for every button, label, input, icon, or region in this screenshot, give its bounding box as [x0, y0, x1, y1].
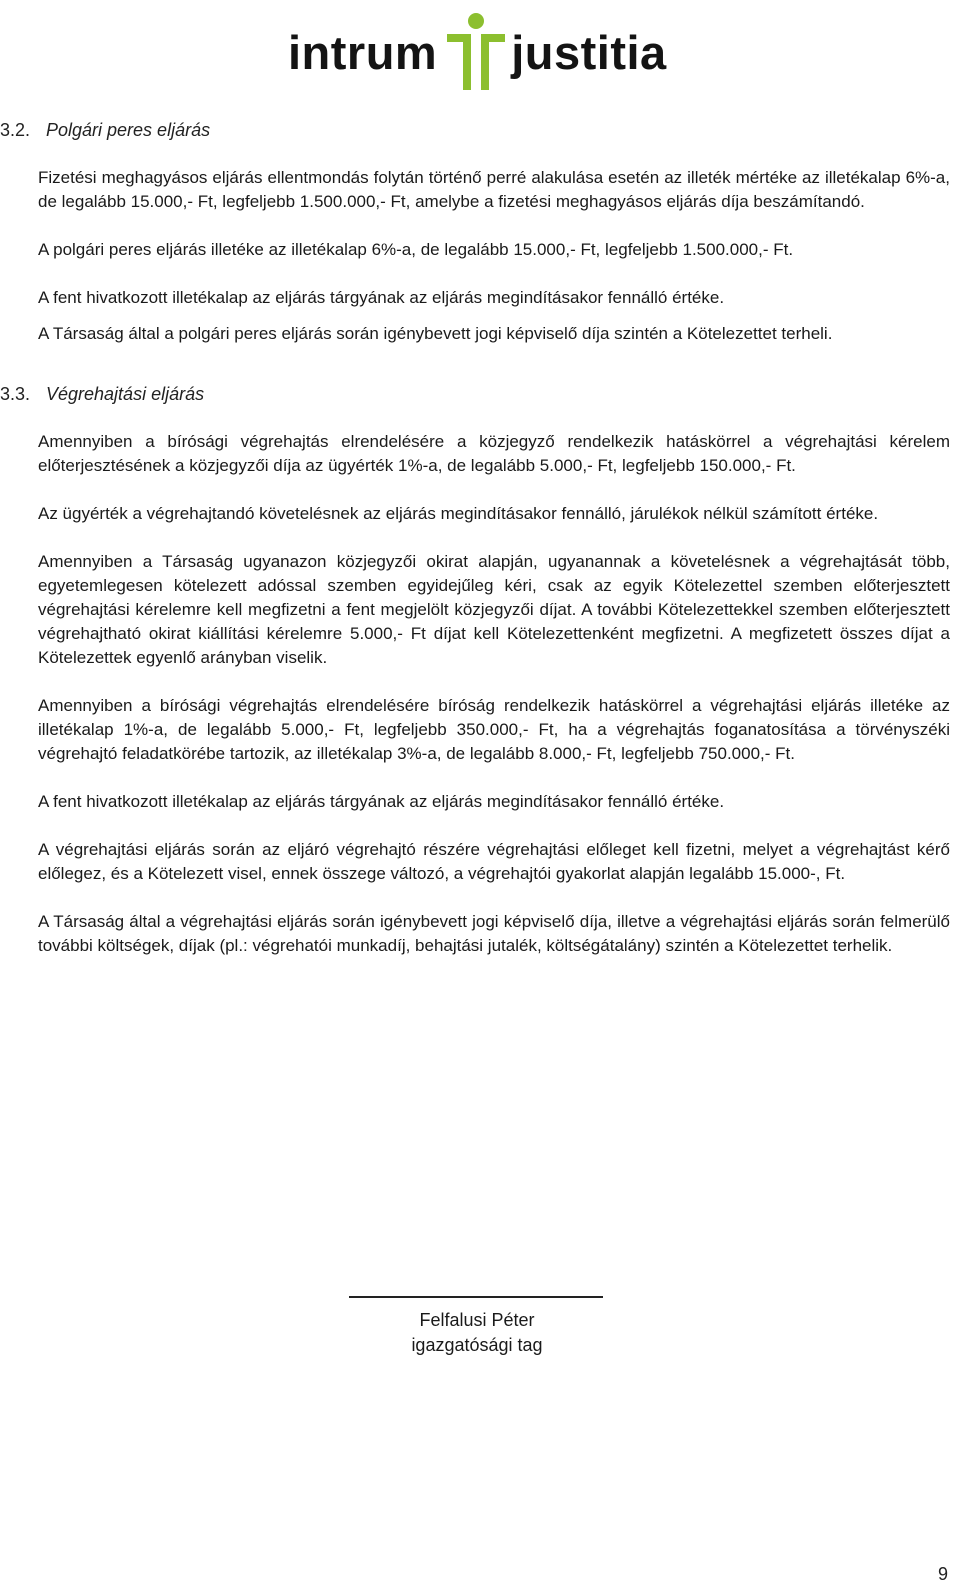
signature-line — [349, 1296, 603, 1298]
paragraph: Amennyiben a bírósági végrehajtás elrendelésére a közjegyző rendelkezik hatáskörrel a végrehajtási kérelem előterjesztésének a közjegyzői díja az ügyérték 1%-a, de legalább 5.000,- Ft, legfeljebb 150.000,- Ft. — [38, 432, 950, 475]
section-number: 3.2. — [0, 120, 31, 140]
signatory-role: igazgatósági tag — [411, 1335, 543, 1355]
company-logo — [288, 8, 668, 96]
section-number: 3.3. — [0, 384, 31, 404]
section-heading-3-2 — [0, 118, 960, 142]
section-title: Polgári peres eljárás — [46, 120, 211, 140]
paragraph: Fizetési meghagyásos eljárás ellentmondás folytán történő perré alakulása esetén az illeték mértéke az illetékalap 6%-a, de legalább 15.000,- Ft, legfeljebb 1.500.000,- Ft, amelybe a fizetési meghagyásos eljárás díja beszámítandó. — [38, 168, 950, 211]
logo-word-left: intrum — [288, 25, 438, 79]
paragraph: A polgári peres eljárás illetéke az illetékalap 6%-a, de legalább 15.000,- Ft, legfeljebb 1.500.000,- Ft. — [38, 240, 794, 259]
section-title: Végrehajtási eljárás — [46, 384, 205, 404]
paragraph: A fent hivatkozott illetékalap az eljárás tárgyának az eljárás megindításakor fennálló értéke. — [38, 288, 725, 307]
paragraph: Az ügyérték a végrehajtandó követelésnek az eljárás megindításakor fennálló, járulékok nélkül számított értéke. — [38, 504, 879, 523]
page-number: 9 — [937, 1564, 948, 1584]
document-body — [0, 118, 960, 958]
logo-word-right: justitia — [511, 25, 667, 79]
paragraph: A Társaság által a polgári peres eljárás során igénybevett jogi képviselő díja szintén a Kötelezettet terheli. — [38, 324, 833, 343]
paragraph: Amennyiben a bírósági végrehajtás elrendelésére bíróság rendelkezik hatáskörrel a végrehajtási eljárás illetéke az illetékalap 1%-a, de legalább 5.000,- Ft, legfeljebb 350.000,- Ft, ha a végrehajtás foganatosítása a törvényszéki végrehajtó feladatkörébe tartozik, az illetékalap 3%-a, de legalább 8.000,- Ft, legfeljebb 750.000,- Ft. — [38, 696, 950, 763]
section-heading-3-3 — [0, 382, 960, 406]
paragraph: A fent hivatkozott illetékalap az eljárás tárgyának az eljárás megindításakor fennálló értéke. — [38, 792, 725, 811]
paragraph: A végrehajtási eljárás során az eljáró végrehajtó részére végrehajtási előleget kell fizetni, melyet a végrehajtást kérő előlegez, és a Kötelezett visel, ennek összege változó, a végrehajtói gyakorlat alapján legalább 15.000-, Ft. — [38, 840, 950, 883]
paragraph: Amennyiben a Társaság ugyanazon közjegyzői okirat alapján, ugyanannak a követelésnek a végrehajtását több, egyetemlegesen kötelezett adóssal szemben egyidejűleg kéri, csak az egyik Kötelezettel szemben előterjesztett végrehajtási kérelemre kell megfizetni a fent megjelölt közjegyzői díjat. A további Kötelezettekkel szemben előterjesztett végrehajtható okirat kiállítási kérelemre 5.000,- Ft díjat kell Kötelezettenként megfizetni. A megfizetett összes díjat a Kötelezettek egyenlő arányban viselik. — [38, 552, 950, 667]
green-figure-icon — [445, 12, 507, 92]
paragraph: A Társaság által a végrehajtási eljárás során igénybevett jogi képviselő díja, illetve a végrehajtási eljárás során felmerülő további költségek, díjak (pl.: végrehatói munkadíj, behajtási jutalék, költségátalány) szintén a Kötelezettet terhelik. — [38, 912, 950, 955]
signatory-name: Felfalusi Péter — [419, 1310, 535, 1330]
